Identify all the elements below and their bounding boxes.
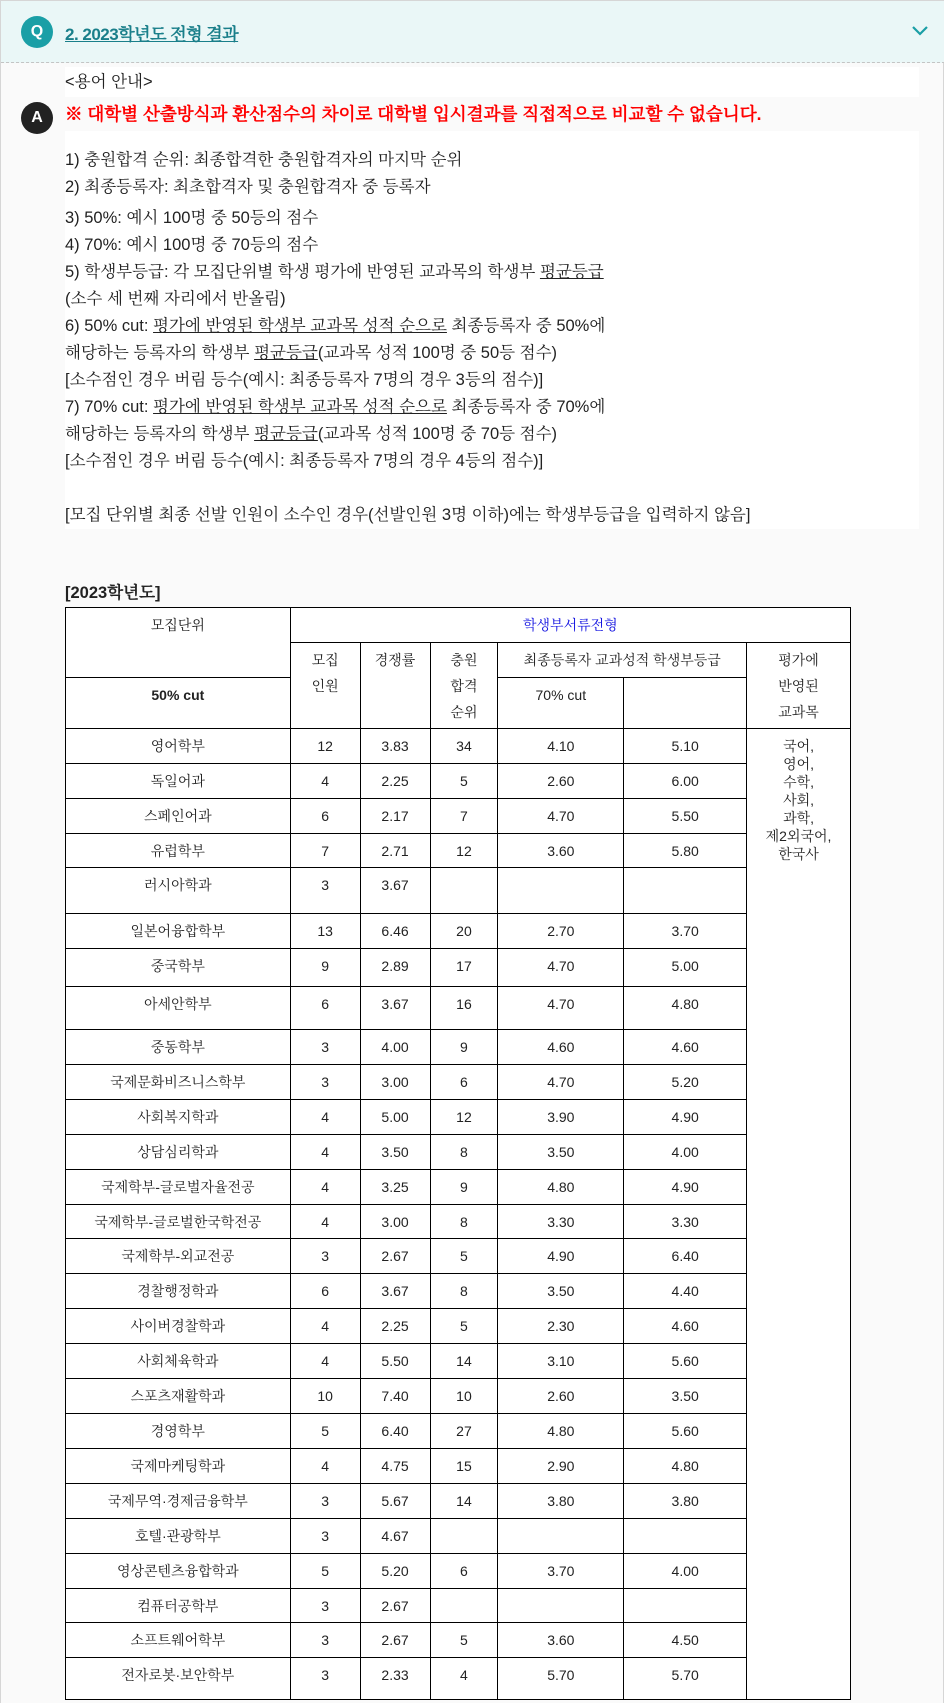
- header-grade-group: [498, 643, 747, 678]
- cell-rank: 15: [430, 1449, 498, 1484]
- cell-rank: 12: [430, 1100, 498, 1135]
- q-badge: Q: [21, 16, 53, 48]
- cell-rank: 27: [430, 1414, 498, 1449]
- header-quota: [290, 643, 360, 729]
- cell-unit: 사이버경찰학과: [66, 1309, 291, 1344]
- cell-ratio: 2.33: [360, 1658, 430, 1700]
- cell-ratio: 2.71: [360, 834, 430, 868]
- cell-quota: 12: [290, 729, 360, 764]
- cell-cut50: [498, 1519, 624, 1554]
- subject-item: 사회,: [783, 792, 815, 808]
- header-subjects-l2: 반영된: [778, 678, 819, 694]
- cell-unit: 사회체육학과: [66, 1344, 291, 1379]
- cell-quota: 6: [290, 987, 360, 1030]
- cell-ratio: 3.00: [360, 1205, 430, 1239]
- term-6-cont: [65, 340, 919, 367]
- cell-quota: 3: [290, 1519, 360, 1554]
- table-row: [66, 1658, 851, 1700]
- cell-quota: 3: [290, 1484, 360, 1519]
- cell-ratio: 7.40: [360, 1379, 430, 1414]
- cell-quota: 7: [290, 834, 360, 868]
- cell-cut70: 3.70: [624, 914, 747, 949]
- header-subjects-l3: 교과목: [778, 704, 819, 720]
- term-5-note: (소수 세 번째 자리에서 반올림): [65, 286, 919, 313]
- table-row: [66, 1554, 851, 1589]
- spacer: [65, 475, 919, 502]
- term-7-cont: [65, 421, 919, 448]
- cell-cut50: 3.60: [498, 834, 624, 868]
- cell-rank: 20: [430, 914, 498, 949]
- cell-ratio: 3.50: [360, 1135, 430, 1170]
- cell-unit: 독일어과: [66, 764, 291, 799]
- cell-quota: 3: [290, 1030, 360, 1065]
- cell-cut50: 4.60: [498, 1030, 624, 1065]
- cell-quota: 5: [290, 1414, 360, 1449]
- cell-quota: 3: [290, 868, 360, 914]
- cell-unit: 국제무역·경제금융학부: [66, 1484, 291, 1519]
- cell-rank: 14: [430, 1484, 498, 1519]
- cell-rank: 17: [430, 949, 498, 987]
- header-cut70: [498, 678, 624, 729]
- cell-cut70: 4.00: [624, 1135, 747, 1170]
- term-7-cont-underline: 평균등급: [254, 425, 318, 443]
- cell-cut70: 4.90: [624, 1100, 747, 1135]
- table-row: [66, 1030, 851, 1065]
- cell-ratio: 3.83: [360, 729, 430, 764]
- cell-cut70: 5.50: [624, 799, 747, 834]
- cell-rank: 8: [430, 1135, 498, 1170]
- cell-rank: 8: [430, 1205, 498, 1239]
- cell-rank: 9: [430, 1030, 498, 1065]
- header-cut70-label: 70% cut: [535, 687, 587, 703]
- cell-quota: 4: [290, 1344, 360, 1379]
- table-row: [66, 1414, 851, 1449]
- cell-cut50: 4.70: [498, 1065, 624, 1100]
- cell-quota: 4: [290, 1170, 360, 1205]
- a-badge: A: [21, 102, 53, 134]
- cell-cut50: 3.90: [498, 1100, 624, 1135]
- question-header[interactable]: [1, 1, 944, 63]
- cell-cut70: 4.90: [624, 1170, 747, 1205]
- cell-ratio: 3.00: [360, 1065, 430, 1100]
- cell-cut50: [498, 868, 624, 914]
- cell-rank: 34: [430, 729, 498, 764]
- table-row: [66, 764, 851, 799]
- header-rank: [430, 643, 498, 729]
- cell-rank: 6: [430, 1065, 498, 1100]
- table-row: [66, 949, 851, 987]
- cell-unit: 국제문화비즈니스학부: [66, 1065, 291, 1100]
- header-ratio-label: 경쟁률: [374, 652, 416, 668]
- question-title-link[interactable]: 2. 2023학년도 전형 결과: [65, 25, 239, 44]
- table-row: [66, 987, 851, 1030]
- cell-ratio: 2.89: [360, 949, 430, 987]
- header-quota-l1: 모집: [311, 652, 339, 668]
- table-row: [66, 1589, 851, 1623]
- cell-unit: 스페인어과: [66, 799, 291, 834]
- table-row: [66, 1274, 851, 1309]
- term-7-cont-text: 해당하는 등록자의 학생부: [65, 425, 255, 443]
- cell-ratio: 6.46: [360, 914, 430, 949]
- cell-rank: 5: [430, 1239, 498, 1274]
- cell-ratio: 6.40: [360, 1414, 430, 1449]
- cell-quota: 3: [290, 1239, 360, 1274]
- cell-ratio: 3.25: [360, 1170, 430, 1205]
- table-row: [66, 1135, 851, 1170]
- cell-rank: [430, 868, 498, 914]
- cell-cut50: 4.90: [498, 1239, 624, 1274]
- cell-cut50: 4.70: [498, 987, 624, 1030]
- table-row: [66, 868, 851, 914]
- cell-cut50: 2.60: [498, 1379, 624, 1414]
- header-rank-l3: 순위: [450, 704, 478, 720]
- header-unit-label: 모집단위: [150, 617, 205, 633]
- term-7-note: [소수점인 경우 버림 등수(예시: 최종등록자 7명의 경우 4등의 점수)]: [65, 448, 919, 475]
- cell-quota: 4: [290, 1449, 360, 1484]
- cell-cut70: [624, 1519, 747, 1554]
- cell-unit: 국제학부-글로벌자율전공: [66, 1170, 291, 1205]
- header-cut50: [66, 678, 291, 729]
- header-grade-group-label: 최종등록자 교과성적 학생부등급: [523, 652, 721, 668]
- cell-cut50: 2.70: [498, 914, 624, 949]
- warning-notice: ※ 대학별 산출방식과 환산점수의 차이로 대학별 입시결과를 직접적으로 비교할 수 없습니다.: [65, 97, 919, 131]
- cell-rank: 10: [430, 1379, 498, 1414]
- cell-cut70: 3.80: [624, 1484, 747, 1519]
- table-row: [66, 1065, 851, 1100]
- cell-cut50: 5.70: [498, 1658, 624, 1700]
- table-row: [66, 1170, 851, 1205]
- cell-unit: 러시아학과: [66, 868, 291, 914]
- term-6-note: [소수점인 경우 버림 등수(예시: 최종등록자 7명의 경우 3등의 점수)]: [65, 367, 919, 394]
- header-track-label: 학생부서류전형: [523, 617, 618, 633]
- cell-quota: 6: [290, 1274, 360, 1309]
- term-2: 2) 최종등록자: 최초합격자 및 충원합격자 중 등록자: [65, 174, 919, 201]
- cell-rank: 14: [430, 1344, 498, 1379]
- cell-cut50: 3.60: [498, 1623, 624, 1658]
- term-7-cont-paren: (교과목 성적 100명 중 70등 점수): [317, 425, 558, 443]
- subject-item: 수학,: [783, 774, 815, 790]
- cell-cut70: [624, 1589, 747, 1623]
- cell-ratio: 5.20: [360, 1554, 430, 1589]
- cell-unit: 영상콘텐츠융합학과: [66, 1554, 291, 1589]
- cell-quota: 9: [290, 949, 360, 987]
- term-5-underline: 평균등급: [539, 263, 604, 281]
- term-6: [65, 313, 919, 340]
- cell-cut70: 4.00: [624, 1554, 747, 1589]
- cell-ratio: 3.67: [360, 1274, 430, 1309]
- cell-unit: 전자로봇·보안학부: [66, 1658, 291, 1700]
- cell-cut70: 5.60: [624, 1414, 747, 1449]
- subject-item: 한국사: [778, 846, 819, 862]
- cell-unit: 사회복지학과: [66, 1100, 291, 1135]
- table-row: [66, 1623, 851, 1658]
- cell-ratio: 5.67: [360, 1484, 430, 1519]
- header-quota-l2: 인원: [311, 678, 339, 694]
- table-row: [66, 914, 851, 949]
- term-1: 1) 충원합격 순위: 최종합격한 충원합격자의 마지막 순위: [65, 147, 919, 174]
- table-row: [66, 1449, 851, 1484]
- cell-rank: 5: [430, 764, 498, 799]
- table-body: [66, 729, 851, 1700]
- cell-quota: 4: [290, 1100, 360, 1135]
- cell-cut70: 4.60: [624, 1309, 747, 1344]
- cell-cut70: 3.50: [624, 1379, 747, 1414]
- cell-cut70: [624, 868, 747, 914]
- cell-rank: 8: [430, 1274, 498, 1309]
- cell-cut70: 6.00: [624, 764, 747, 799]
- table-row: [66, 799, 851, 834]
- chevron-down-icon[interactable]: [910, 21, 930, 41]
- cell-rank: 12: [430, 834, 498, 868]
- cell-cut70: 5.10: [624, 729, 747, 764]
- cell-rank: [430, 1589, 498, 1623]
- cell-cut50: 4.10: [498, 729, 624, 764]
- cell-cut50: 4.80: [498, 1414, 624, 1449]
- cell-unit: 경찰행정학과: [66, 1274, 291, 1309]
- table-row: [66, 1100, 851, 1135]
- cell-unit: 중국학부: [66, 949, 291, 987]
- spacer: [65, 131, 919, 147]
- cell-cut50: 3.50: [498, 1135, 624, 1170]
- cell-cut50: 3.50: [498, 1274, 624, 1309]
- cell-ratio: 3.67: [360, 987, 430, 1030]
- subject-item: 국어,: [783, 738, 815, 754]
- term-5-text: 5) 학생부등급: 각 모집단위별 학생 평가에 반영된 교과목의 학생부: [65, 263, 540, 281]
- cell-quota: 5: [290, 1554, 360, 1589]
- term-4: 4) 70%: 예시 100명 중 70등의 점수: [65, 232, 919, 259]
- cell-cut50: 2.60: [498, 764, 624, 799]
- cell-ratio: 4.75: [360, 1449, 430, 1484]
- cell-unit: 영어학부: [66, 729, 291, 764]
- admission-results-table: [65, 607, 851, 1700]
- table-row: [66, 1484, 851, 1519]
- cell-cut50: 3.80: [498, 1484, 624, 1519]
- table-row: [66, 729, 851, 764]
- term-6-text: 최종등록자 중 50%에: [446, 317, 606, 335]
- cell-rank: 6: [430, 1554, 498, 1589]
- subject-item: 과학,: [783, 810, 815, 826]
- table-row: [66, 1344, 851, 1379]
- answer-body: [65, 67, 919, 529]
- header-cut50-label: 50% cut: [151, 687, 205, 703]
- cell-quota: 6: [290, 799, 360, 834]
- cell-quota: 4: [290, 764, 360, 799]
- cell-unit: 상담심리학과: [66, 1135, 291, 1170]
- cell-unit: 컴퓨터공학부: [66, 1589, 291, 1623]
- table-row: [66, 834, 851, 868]
- term-6-label: 6) 50% cut:: [65, 317, 154, 335]
- cell-ratio: 2.67: [360, 1623, 430, 1658]
- header-unit: [66, 608, 291, 678]
- cell-unit: 호텔·관광학부: [66, 1519, 291, 1554]
- section-title: [2023학년도]: [65, 584, 161, 602]
- cell-cut50: 2.90: [498, 1449, 624, 1484]
- term-7-label: 7) 70% cut:: [65, 398, 154, 416]
- term-6-underline: 평가에 반영된 학생부 교과목 성적 순으로: [153, 317, 447, 335]
- cell-cut50: 4.80: [498, 1170, 624, 1205]
- cell-ratio: 4.67: [360, 1519, 430, 1554]
- header-subjects-l1: 평가에: [778, 652, 819, 668]
- cell-quota: 3: [290, 1065, 360, 1100]
- input-note: [모집 단위별 최종 선발 인원이 소수인 경우(선발인원 3명 이하)에는 학생부등급을 입력하지 않음]: [65, 502, 919, 529]
- cell-cut50: 4.70: [498, 799, 624, 834]
- header-rank-l2: 합격: [450, 678, 478, 694]
- cell-unit: 아세안학부: [66, 987, 291, 1030]
- cell-cut50: 4.70: [498, 949, 624, 987]
- cell-ratio: 2.67: [360, 1589, 430, 1623]
- cell-ratio: 4.00: [360, 1030, 430, 1065]
- cell-ratio: 5.00: [360, 1100, 430, 1135]
- header-ratio: [360, 643, 430, 729]
- cell-quota: 3: [290, 1589, 360, 1623]
- term-7-text: 최종등록자 중 70%에: [446, 398, 606, 416]
- cell-cut50: 3.30: [498, 1205, 624, 1239]
- cell-cut70: 4.80: [624, 987, 747, 1030]
- term-7-underline: 평가에 반영된 학생부 교과목 성적 순으로: [153, 398, 447, 416]
- cell-rank: 16: [430, 987, 498, 1030]
- cell-cut70: 6.40: [624, 1239, 747, 1274]
- cell-cut70: 5.70: [624, 1658, 747, 1700]
- cell-ratio: 2.25: [360, 1309, 430, 1344]
- cell-cut70: 5.80: [624, 834, 747, 868]
- cell-quota: 10: [290, 1379, 360, 1414]
- cell-rank: 5: [430, 1309, 498, 1344]
- cell-quota: 4: [290, 1135, 360, 1170]
- cell-ratio: 5.50: [360, 1344, 430, 1379]
- header-rank-l1: 충원: [450, 652, 478, 668]
- cell-rank: 4: [430, 1658, 498, 1700]
- subject-item: 제2외국어,: [765, 828, 832, 844]
- cell-quota: 3: [290, 1623, 360, 1658]
- terms-heading: <용어 안내>: [65, 67, 919, 97]
- header-subjects: [747, 643, 851, 729]
- header-track: [290, 608, 850, 643]
- cell-cut70: 4.40: [624, 1274, 747, 1309]
- term-6-cont-underline: 평균등급: [254, 344, 318, 362]
- cell-quota: 4: [290, 1205, 360, 1239]
- table-row: [66, 1205, 851, 1239]
- table-row: [66, 1519, 851, 1554]
- cell-cut70: 4.50: [624, 1623, 747, 1658]
- cell-unit: 국제학부-외교전공: [66, 1239, 291, 1274]
- cell-cut70: 4.60: [624, 1030, 747, 1065]
- cell-ratio: 2.25: [360, 764, 430, 799]
- cell-rank: [430, 1519, 498, 1554]
- term-6-cont-text: 해당하는 등록자의 학생부: [65, 344, 255, 362]
- cell-unit: 경영학부: [66, 1414, 291, 1449]
- cell-rank: 7: [430, 799, 498, 834]
- cell-ratio: 2.67: [360, 1239, 430, 1274]
- cell-quota: 4: [290, 1309, 360, 1344]
- cell-unit: 중동학부: [66, 1030, 291, 1065]
- cell-unit: 유럽학부: [66, 834, 291, 868]
- cell-subjects: [747, 729, 851, 1700]
- term-5: [65, 259, 919, 286]
- cell-cut50: 3.70: [498, 1554, 624, 1589]
- cell-rank: 9: [430, 1170, 498, 1205]
- table-row: [66, 1309, 851, 1344]
- cell-cut70: 3.30: [624, 1205, 747, 1239]
- cell-unit: 일본어융합학부: [66, 914, 291, 949]
- cell-rank: 5: [430, 1623, 498, 1658]
- cell-cut50: [498, 1589, 624, 1623]
- cell-unit: 국제학부-글로벌한국학전공: [66, 1205, 291, 1239]
- subject-item: 영어,: [783, 756, 815, 772]
- cell-cut70: 5.00: [624, 949, 747, 987]
- cell-unit: 소프트웨어학부: [66, 1623, 291, 1658]
- cell-unit: 국제마케팅학과: [66, 1449, 291, 1484]
- table-row: [66, 1379, 851, 1414]
- term-7: [65, 394, 919, 421]
- cell-quota: 13: [290, 914, 360, 949]
- term-6-cont-paren: (교과목 성적 100명 중 50등 점수): [317, 344, 558, 362]
- cell-ratio: 3.67: [360, 868, 430, 914]
- cell-cut70: 4.80: [624, 1449, 747, 1484]
- cell-ratio: 2.17: [360, 799, 430, 834]
- cell-cut50: 3.10: [498, 1344, 624, 1379]
- cell-cut70: 5.60: [624, 1344, 747, 1379]
- cell-unit: 스포츠재활학과: [66, 1379, 291, 1414]
- cell-cut50: 2.30: [498, 1309, 624, 1344]
- table-row: [66, 1239, 851, 1274]
- cell-cut70: 5.20: [624, 1065, 747, 1100]
- term-3: 3) 50%: 예시 100명 중 50등의 점수: [65, 205, 919, 232]
- cell-quota: 3: [290, 1658, 360, 1700]
